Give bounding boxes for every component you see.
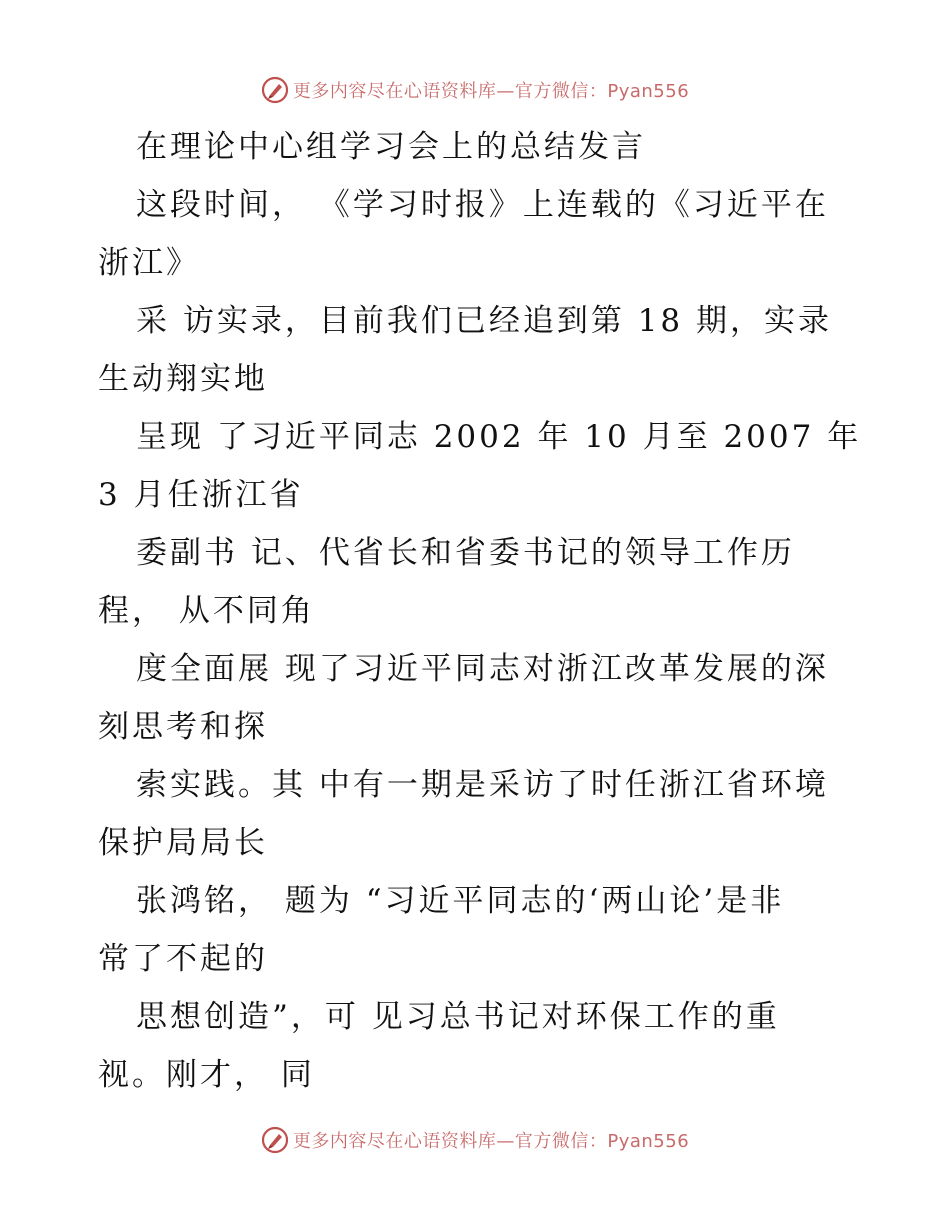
text-line: 3 月任浙江省 [98,477,304,513]
footer-banner [0,1120,950,1160]
text-line: 在理论中心组学习会上的总结发言 [136,129,646,165]
text-line: 呈现 了习近平同志 2002 年 10 月至 2007 年 [136,419,862,455]
text-line: 思想创造”，可 见习总书记对环保工作的重 [136,999,780,1035]
text-line: 保护局局长 [98,825,268,861]
text-line: 程， 从不同角 [98,593,315,629]
text-line: 索实践。其 中有一期是采访了时任浙江省环境 [136,767,829,803]
text-line: 视。刚才， 同 [98,1057,315,1093]
document-body [98,118,862,1104]
header-banner [0,70,950,110]
pen-logo-icon [261,1126,289,1154]
text-line: 浙江》 [98,245,200,281]
footer-banner-text: 更多内容尽在心语资料库—官方微信：Pyan556 [292,1131,690,1152]
text-line: 委副书 记、代省长和省委书记的领导工作历 [136,535,795,571]
pen-logo-icon [261,76,289,104]
text-line: 刻思考和探 [98,709,268,745]
text-line: 生动翔实地 [98,361,268,397]
text-line: 常了不起的 [98,941,268,977]
text-line: 这段时间， 《学习时报》上连载的《习近平在 [136,187,829,223]
text-line: 采 访实录，目前我们已经追到第 18 期，实录 [136,303,833,339]
text-line: 度全面展 现了习近平同志对浙江改革发展的深 [136,651,829,687]
text-line: 张鸿铭， 题为 “习近平同志的‘两山论’是非 [136,883,785,919]
header-banner-text: 更多内容尽在心语资料库—官方微信：Pyan556 [292,81,690,102]
